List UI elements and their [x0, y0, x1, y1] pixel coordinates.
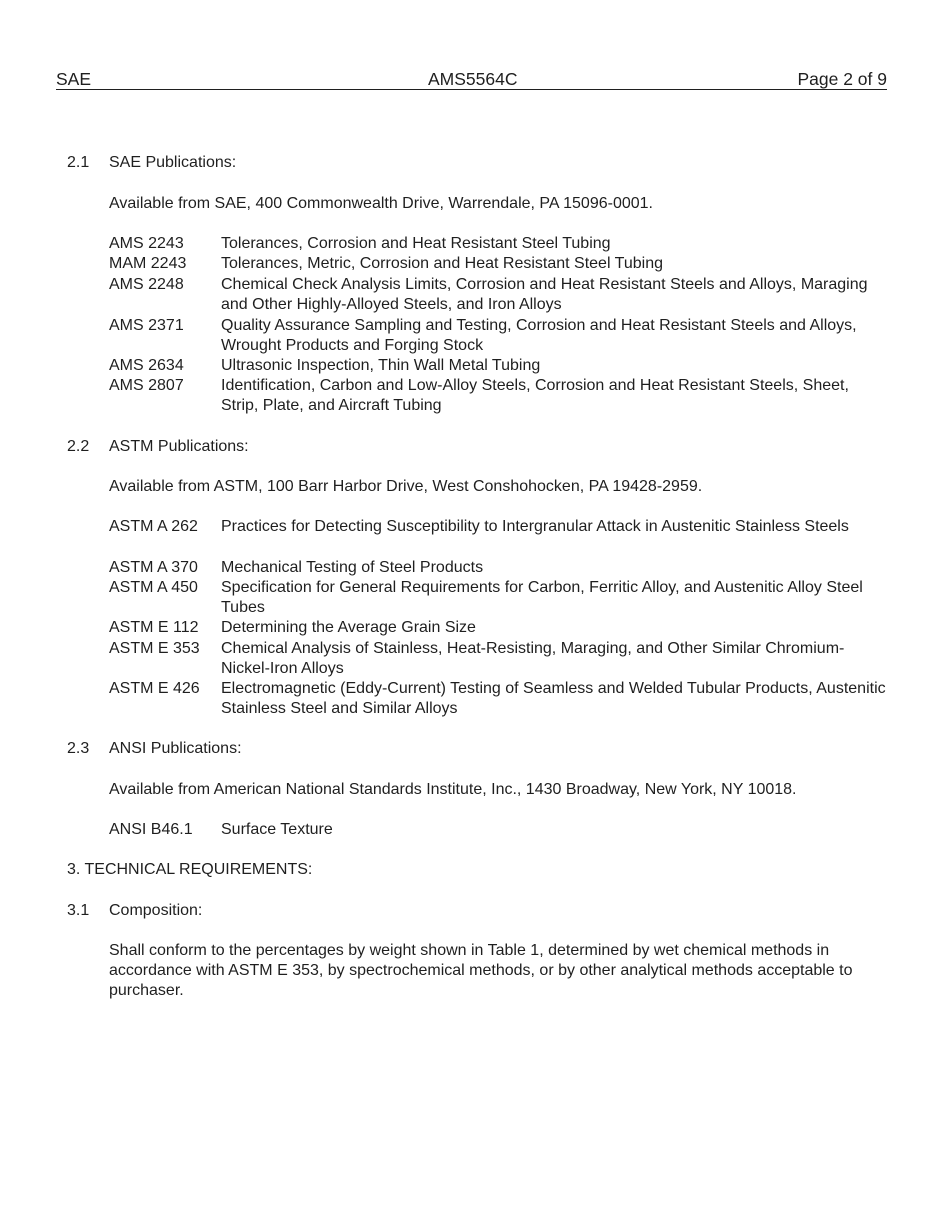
reference-code: ANSI B46.1 — [109, 821, 193, 838]
page-header — [56, 69, 887, 90]
reference-item — [109, 275, 889, 315]
reference-title: Quality Assurance Sampling and Testing, Corrosion and Heat Resistant Steels and Alloys, Wrought Products and Forging Stock — [221, 317, 857, 354]
reference-code: ASTM A 450 — [109, 579, 198, 596]
reference-code: ASTM A 262 — [109, 518, 198, 535]
reference-code: AMS 2248 — [109, 276, 184, 293]
reference-title: Chemical Check Analysis Limits, Corrosion and Heat Resistant Steels and Alloys, Maraging and Other Highly-Alloyed Steels, and Iron Alloys — [221, 276, 868, 313]
section-2-3-availability: Available from American National Standards Institute, Inc., 1430 Broadway, New York, NY 10018. — [109, 781, 797, 798]
reference-item — [109, 820, 889, 840]
header-doc-number: AMS5564C — [428, 69, 518, 89]
section-2-2-number: 2.2 — [67, 438, 90, 455]
reference-item — [109, 639, 889, 679]
section-2-3-number: 2.3 — [67, 740, 90, 757]
section-2-1-number: 2.1 — [67, 154, 90, 171]
reference-code: AMS 2807 — [109, 377, 184, 394]
section-3-1-title: Composition: — [109, 902, 203, 919]
reference-code: ASTM E 426 — [109, 680, 200, 697]
reference-item — [109, 316, 889, 356]
section-2-2-title: ASTM Publications: — [109, 438, 249, 455]
reference-code: AMS 2371 — [109, 317, 184, 334]
reference-code: AMS 2634 — [109, 357, 184, 374]
section-2-1-title: SAE Publications: — [109, 154, 237, 171]
header-page-number: Page 2 of 9 — [797, 69, 887, 89]
reference-item — [109, 618, 889, 638]
reference-code: ASTM E 112 — [109, 619, 199, 636]
reference-code: MAM 2243 — [109, 255, 187, 272]
reference-item — [109, 254, 889, 274]
reference-item — [109, 356, 889, 376]
reference-item — [109, 376, 889, 416]
section-2-3-title: ANSI Publications: — [109, 740, 242, 757]
reference-code: AMS 2243 — [109, 235, 184, 252]
reference-item — [109, 558, 889, 578]
reference-title: Determining the Average Grain Size — [221, 619, 476, 636]
reference-code: ASTM E 353 — [109, 640, 200, 657]
header-org: SAE — [56, 69, 92, 89]
section-2-2-availability: Available from ASTM, 100 Barr Harbor Drive, West Conshohocken, PA 19428-2959. — [109, 478, 703, 495]
section-3-heading: 3. TECHNICAL REQUIREMENTS: — [67, 861, 313, 878]
reference-code: ASTM A 370 — [109, 559, 198, 576]
reference-title: Surface Texture — [221, 821, 333, 838]
reference-item — [109, 517, 889, 537]
reference-title: Identification, Carbon and Low-Alloy Steels, Corrosion and Heat Resistant Steels, Sheet, Strip, Plate, and Aircraft Tubing — [221, 377, 849, 414]
reference-item — [109, 234, 889, 254]
reference-item — [109, 578, 889, 618]
reference-title: Mechanical Testing of Steel Products — [221, 559, 484, 576]
reference-title: Practices for Detecting Susceptibility to Intergranular Attack in Austenitic Stainless Steels — [221, 518, 849, 535]
section-3-1-number: 3.1 — [67, 902, 90, 919]
section-2-1-availability: Available from SAE, 400 Commonwealth Drive, Warrendale, PA 15096-0001. — [109, 195, 653, 212]
reference-title: Specification for General Requirements for Carbon, Ferritic Alloy, and Austenitic Alloy Steel Tubes — [221, 579, 863, 616]
reference-title: Tolerances, Corrosion and Heat Resistant Steel Tubing — [221, 235, 611, 252]
reference-title: Chemical Analysis of Stainless, Heat-Resisting, Maraging, and Other Similar Chromium-Nickel-Iron Alloys — [221, 640, 845, 677]
reference-title: Ultrasonic Inspection, Thin Wall Metal Tubing — [221, 357, 541, 374]
reference-title: Tolerances, Metric, Corrosion and Heat Resistant Steel Tubing — [221, 255, 663, 272]
reference-item — [109, 679, 889, 719]
reference-title: Electromagnetic (Eddy-Current) Testing of Seamless and Welded Tubular Products, Austenitic Stainless Steel and Similar Alloys — [221, 680, 886, 717]
section-3-1-body: Shall conform to the percentages by weight shown in Table 1, determined by wet chemical methods in accordance with ASTM E 353, by spectrochemical methods, or by other analytical methods acceptable to purchaser. — [109, 942, 853, 999]
